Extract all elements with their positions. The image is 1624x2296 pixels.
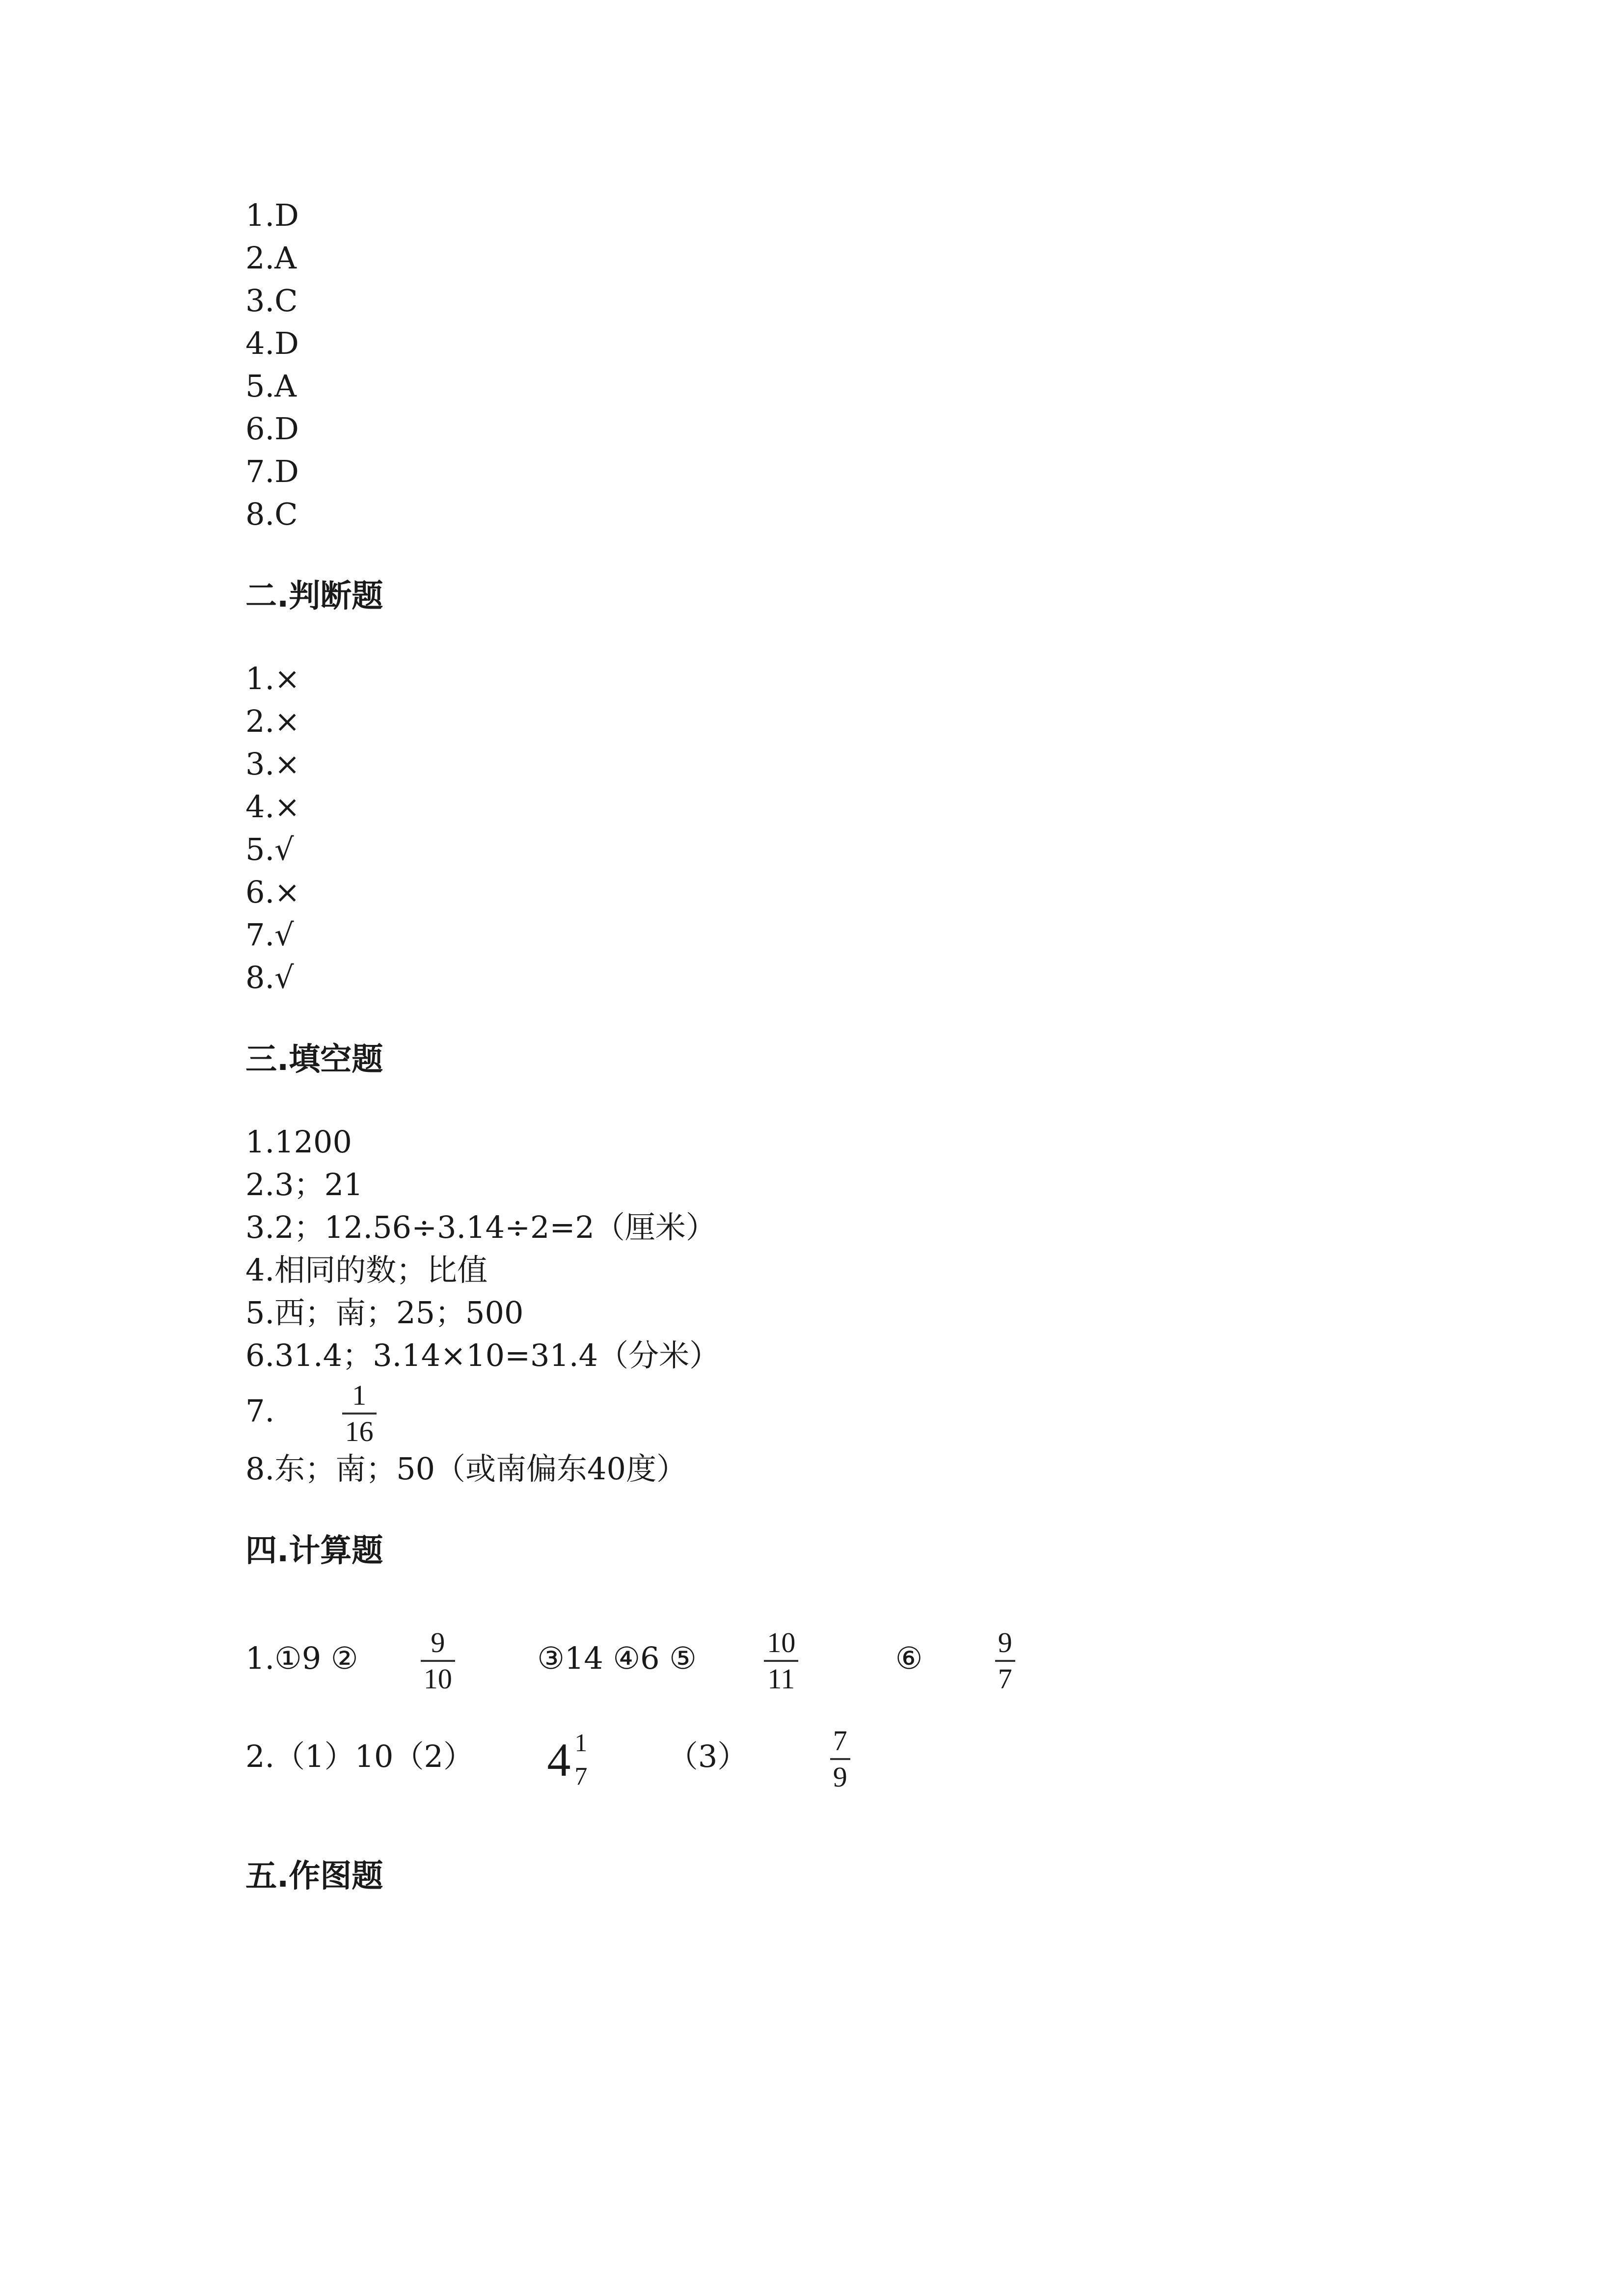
list-item: 7.√ bbox=[245, 917, 294, 953]
calc-1-middle: ③14 ④6 ⑤ bbox=[537, 1640, 697, 1676]
fraction-numerator: 1 bbox=[574, 1729, 588, 1758]
mixed-number bbox=[547, 1713, 594, 1804]
list-item: 1.× bbox=[245, 661, 300, 696]
list-item: 5.√ bbox=[245, 831, 294, 867]
list-item: 8.C bbox=[245, 496, 298, 532]
fraction-denominator: 11 bbox=[767, 1662, 795, 1695]
fraction-denominator: 10 bbox=[423, 1662, 452, 1695]
list-item: 2.A bbox=[245, 240, 297, 276]
fraction-numerator: 10 bbox=[767, 1626, 796, 1658]
list-item: 1.D bbox=[245, 197, 299, 233]
mixed-number-whole: 4 bbox=[547, 1734, 571, 1787]
section-heading-judgement: 二.判断题 bbox=[245, 578, 383, 614]
answer-content bbox=[245, 194, 1424, 1898]
list-item: 4.D bbox=[245, 325, 299, 361]
fraction bbox=[995, 1626, 1015, 1695]
list-item: 3.× bbox=[245, 746, 300, 782]
list-item: 5.A bbox=[245, 368, 297, 404]
fill-blank-answers-list bbox=[245, 1121, 1424, 1490]
list-item: 2.× bbox=[245, 703, 300, 739]
list-item: 3.C bbox=[245, 283, 298, 319]
choice-answers-list bbox=[245, 194, 1424, 535]
list-item: 3.2；12.56÷3.14÷2=2（厘米） bbox=[245, 1209, 716, 1245]
list-item: 8.东；南；50（或南偏东40度） bbox=[245, 1451, 687, 1487]
fraction-numerator: 9 bbox=[431, 1626, 445, 1658]
calc-2-prefix: 2.（1）10（2） bbox=[245, 1738, 474, 1774]
judgement-answers-list bbox=[245, 657, 1424, 999]
calc-answer-1 bbox=[245, 1614, 1424, 1703]
fraction bbox=[830, 1724, 850, 1793]
list-item: 1.1200 bbox=[245, 1124, 352, 1160]
fraction-numerator: 1 bbox=[352, 1379, 367, 1411]
section-heading-fill-blank: 三.填空题 bbox=[245, 1041, 383, 1078]
fraction bbox=[571, 1731, 590, 1789]
calc-1-mark-6: ⑥ bbox=[895, 1640, 923, 1676]
fraction-numerator: 7 bbox=[833, 1724, 847, 1757]
list-item: 7.D bbox=[245, 454, 299, 489]
fraction-denominator: 16 bbox=[345, 1415, 374, 1447]
calc-1-prefix: 1.①9 ② bbox=[245, 1640, 358, 1676]
list-item: 8.√ bbox=[245, 960, 294, 995]
fraction bbox=[421, 1626, 455, 1695]
list-item: 4.× bbox=[245, 789, 300, 825]
fraction-numerator: 9 bbox=[998, 1626, 1012, 1658]
list-item-fraction bbox=[245, 1377, 1424, 1445]
list-item: 6.× bbox=[245, 874, 300, 910]
list-item: 4.相同的数；比值 bbox=[245, 1252, 488, 1288]
list-item: 5.西；南；25；500 bbox=[245, 1295, 524, 1331]
list-item: 6.D bbox=[245, 411, 299, 447]
list-item: 2.3；21 bbox=[245, 1167, 363, 1202]
fraction-denominator: 9 bbox=[833, 1761, 847, 1793]
fraction-denominator: 7 bbox=[998, 1662, 1012, 1695]
fraction bbox=[342, 1381, 377, 1446]
list-item: 6.31.4；3.14×10=31.4（分米） bbox=[245, 1337, 720, 1373]
fraction-denominator: 7 bbox=[574, 1762, 588, 1791]
fraction bbox=[764, 1626, 798, 1695]
section-heading-calculation: 四.计算题 bbox=[245, 1533, 383, 1569]
item-label: 7. bbox=[245, 1393, 275, 1429]
calc-2-middle: （3） bbox=[667, 1738, 748, 1774]
calc-answer-2 bbox=[245, 1712, 1424, 1801]
section-heading-drawing: 五.作图题 bbox=[245, 1858, 383, 1895]
